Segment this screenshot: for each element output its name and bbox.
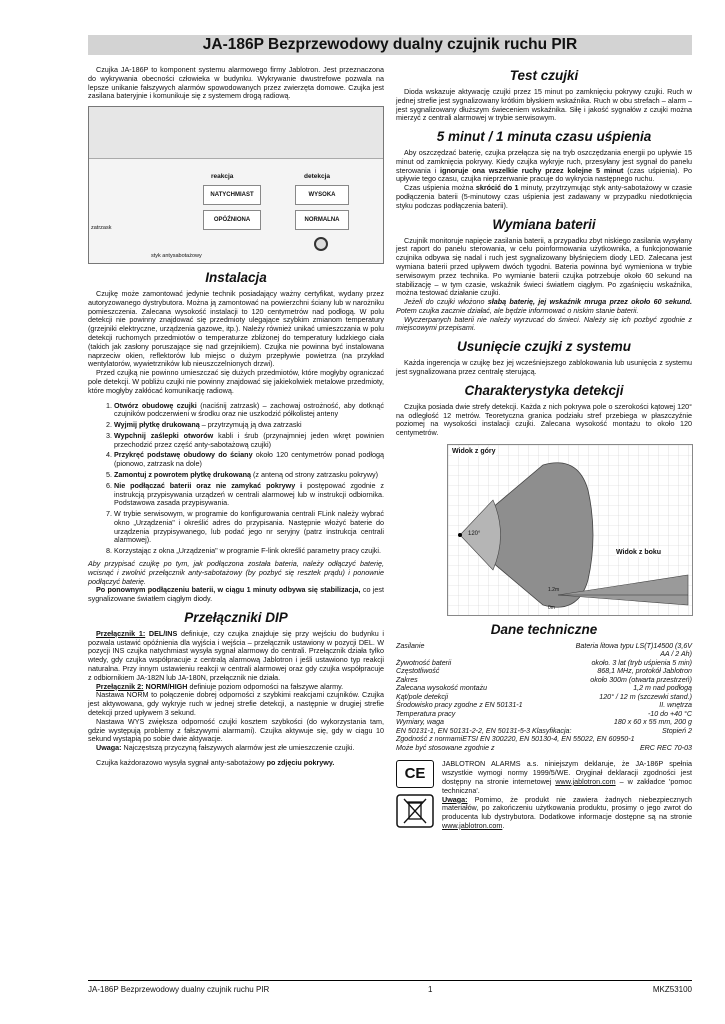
dip-switch-2: Przełącznik 2: NORM/HIGH definiuje poziom odporności na fałszywe alarmy. — [96, 681, 344, 691]
btn-normalna: NORMALNA — [295, 210, 349, 230]
page-title: JA-186P Bezprzewodowy dualny czujnik ruchu PIR — [88, 35, 692, 55]
declaration-icons — [396, 760, 436, 831]
top-view-label: Widok z góry — [452, 447, 496, 455]
install-step-1: 1. Otwórz obudowę czujki (naciśnij zatrzask) – zachowaj ostrożność, aby dotknąć czujników podczerwieni w środku oraz nie uszkodzić półkolistej anteny — [114, 402, 384, 420]
test-paragraph: Dioda wskazuje aktywację czujki przez 15 minut po zamknięciu pokrywy czujki. Ruch w jednej strefie jest sygnalizowany krótkim błyskiem wskaźnika. Ruch w obu strefach – alarm – jest sygnalizowany dłuższym świeceniem wskaźnika. Siłę i jakość sygnałów z czujki można mierzyć z centrali alarmowej w trybie serwisowym. — [396, 87, 692, 123]
ce-mark-icon: CE — [396, 760, 434, 788]
device-top-panel — [89, 107, 384, 159]
heading-remove: Usunięcie czujki z systemu — [456, 339, 632, 355]
battery-p1: Czujnik monitoruje napięcie zasilania baterii, a przypadku zbyt niskiego zasilania wysyłany jest raport do panelu sterowania, w celu poinformowania użytkownika, a funkcjonowanie czujnika odbywa się nadal i ruch jest sygnalizowany błyśnięciem diody LED. Zalecana jest wymiana baterii przed upływem dwóch tygodni. Bateria powinna być wymieniona w trybie serwisowym przez technika. Po wymianie baterii czujka potrzebuje około 60 sekund na stabilizację – w tym czasie, wskaźnik świeci światłem ciągłym. Po zgaśnięciu wskaźnika, można testować działanie czujki. — [396, 235, 692, 298]
battery-p3: Wyczerpanych baterii nie należy wyrzucać do śmieci. Należy się ich pozbyć zgodnie z miejscowymi przepisami. — [396, 314, 692, 333]
remove-paragraph: Każda ingerencja w czujkę bez jej wcześniejszego zablokowania lub usunięcia z systemu jest sygnalizowana przez centralę sterującą. — [396, 358, 692, 376]
instalacja-p2: Przed czujką nie powinno umieszczać się dużych przedmiotów, które mogłyby ograniczać pole detekcji. W pobliżu czujki nie powinny znajdować się jakiekolwiek metalowe przedmioty, które mogłyby zakłócać komunikację radiową. — [88, 368, 384, 395]
table-row: Może być stosowane zgodnie z ERC REC 70-03 — [396, 743, 692, 752]
dip-switch-1: Przełącznik 1: DEL/INS definiuje, czy czujka znajduje się przy wejściu do budynku i pozwala ustawić opóźnienia dla wyjścia i wejścia – przełącznik ustawiony w pozycji DEL. W pozycji INS czujka natychmiast wysyła sygnał alarmowy do centrali. Przełącznik działa tylko wtedy, gdy czujka współpracuje z centralą alarmową Jablotron i jeśli ustawiono typ reakcji naturalna. Przy innym ustawieniu reakcji w centrali alarmowej oraz gdy czujka współpracuje z odbiornikiem JA-182N lub JA-180N, przełącznik nie działa. — [88, 628, 384, 682]
install-step-7: 7. W trybie serwisowym, w programie do konfigurowania centrali FLink należy wybrać okno „Urządzenia" i określić adres do przypisania. Następnie włożyć baterie do urządzenia przypisywanego, lub podać jego nr seryjny (patrz instrukcja centrali alarmowej). — [114, 510, 384, 545]
reaction-header: reakcja — [211, 173, 234, 181]
install-step-4: 4. Przykręć podstawę obudowy do ściany około 120 centymetrów ponad podłogą (pionowo, zatrzask na dole) — [114, 451, 384, 469]
detection-diagram-svg — [448, 445, 693, 616]
table-row: Częstotliwość 868,1 MHz, protokół Jablotron — [396, 667, 692, 676]
table-row: Żywotność baterii około. 3 lat (tryb uśpienia 5 min) — [396, 658, 692, 667]
page-number: 1 — [428, 985, 433, 994]
page-footer — [88, 980, 692, 994]
tamper-label: styk antysabotażowy — [151, 253, 202, 260]
right-column — [396, 66, 692, 831]
intro-paragraph: Czujka JA-186P to komponent systemu alarmowego firmy Jablotron. Jest przeznaczona do wykrywania obecności człowieka w budynku. Wykrywanie dwustrefowe pozwala na lepsze unikanie fałszywych alarmów spowodowanych przez zwierzęta domowe. Czujka jest zasilana bateryjnie i komunikuje się z systemem drogą radiową. — [88, 65, 384, 101]
dip-note: Uwaga: Najczęstszą przyczyną fałszywych alarmów jest złe umieszczenie czujki. — [96, 743, 355, 753]
jablotron-link-2[interactable]: www.jablotron.com — [442, 820, 503, 830]
btn-natychmiast: NATYCHMIAST — [203, 185, 261, 205]
table-row: EN 50131-1, EN 50131-2-2, EN 50131-5-3 Klasyfikacja: Stopień 2 — [396, 726, 692, 735]
screw-hole — [314, 237, 328, 251]
declaration-block — [396, 760, 692, 831]
table-row: Środowisko pracy zgodne z EN 50131-1 II. wnętrza — [396, 701, 692, 710]
table-row: Zalecana wysokość montażu 1,2 m nad podłogą — [396, 684, 692, 693]
side-height-label: 1.2m — [548, 586, 560, 593]
table-row: Zakres około 300m (otwarta przestrzeń) — [396, 675, 692, 684]
table-row: Zgodność z normamiETSI EN 300220, EN 50130-4, EN 55022, EN 60950-1 — [396, 735, 635, 744]
device-illustration — [88, 106, 384, 264]
sensor-point — [458, 533, 462, 537]
table-row: Kąt/pole detekcji 120° / 12 m (szczewki stand.) — [396, 692, 692, 701]
heading-sleep: 5 minut / 1 minuta czasu uśpienia — [436, 129, 652, 145]
sleep-p2: Czas uśpienia można skrócić do 1 minuty, przytrzymując styk anty-sabotażowy w czasie podłączenia baterii (5-minutowy czas uśpienia jest zadawany w przypadku niedotknięcia styku podczas podłączenia baterii). — [396, 183, 693, 210]
heading-detection: Charakterystyka detekcji — [464, 382, 624, 398]
battery-p2: Jeżeli do czujki włożono słabą baterię, jej wskaźnik mruga przez około 60 sekund. Potem czujka zacznie działać, ale będzie informować o niskim stanie baterii. — [396, 297, 693, 315]
install-step-8: 8. Korzystając z okna „Urządzenia" w programie F-link określić parametry pracy czujki. — [114, 547, 384, 556]
dip-norm: Nastawa NORM to połączenie dobrej odporności z szybkimi reakcjami czujników. Czujka jest aktywowana, gdy wykryje ruch w jednej strefie detekcji, a następnie w drugiej strefie detekcji przed upływem 3 sekund. — [88, 690, 384, 717]
install-steps — [98, 402, 384, 557]
jablotron-link[interactable]: www.jablotron.com — [555, 776, 616, 786]
declaration-p2: Uwaga: Pomimo, że produkt nie zawiera żadnych niebezpiecznych materiałów, po zakończeniu użytkowania produktu, prosimy o jego zwrot do producenta lub dystrybutora. Dodatkowe informacje dostępne są na stronie www.jablotron.com. — [442, 794, 692, 830]
tamper-note: Czujka każdorazowo wysyła sygnał anty-sabotażowy po zdjęciu pokrywy. — [96, 757, 335, 767]
heading-tech: Dane techniczne — [490, 621, 598, 637]
latch-label: zatrzask — [91, 225, 112, 232]
detection-paragraph: Czujka posiada dwie strefy detekcji. Każda z nich pokrywa pole o szerokości kątowej 120° na odległość 12 metrów. Teoretyczna granica podziału stref przebiega w płaszczyźnie poziomej na wysokości instalacji czujki. Zalecana wysokość montażu to około 120 centymetrów. — [396, 401, 692, 438]
table-row: Temperatura pracy -10 do +40 °C — [396, 709, 692, 718]
heading-instalacja: Instalacja — [205, 270, 267, 286]
heading-dip: Przełączniki DIP — [184, 609, 288, 625]
angle-label: 120° — [468, 530, 481, 537]
instalacja-p1: Czujkę może zamontować jedynie technik posiadający ważny certyfikat, wydany przez autoryzowanego dystrybutora. Można ją zamontować na powierzchni ściany lub w narożniku pomieszczenia. Zalecana wysokość instalacji to 120 centymetrów nad podłogą. W polu detekcji nie powinny znajdować się przedmioty ulegające szybkim zmianom temperatury (grzejniki elektryczne, urządzenia gazowe, itp.). Należy również unikać umieszczania w polu detekcji ruchomych przedmiotów o temperaturze zbliżonej do temperatury ludzkiego ciała (takich jak zasłony poruszające się nad grzejnikiem). Czujka nie powinna być instalowana naprzeciw okien, reflektorów lub miejsc o dużym przepływie powietrza (na przykład wentylatorów, wywietrzników lub nieuszczelnionych drzwi). — [88, 289, 384, 369]
detection-header: detekcja — [304, 173, 331, 181]
install-step-3: 3. Wypchnij zaślepki otworów kabli i śrub (przynajmniej jeden wkręt powinien przechodzić przez część anty-sabotażową czujki) — [114, 432, 384, 450]
heading-battery: Wymiana baterii — [492, 216, 596, 232]
install-step-2: 2. Wyjmij płytkę drukowaną – przytrzymują ją dwa zatrzaski — [114, 421, 384, 430]
sleep-p1: Aby oszczędzać baterię, czujka przełącza się na tryb oszczędzania energii po upływie 15 minut od zamknięcia pokrywy. Kiedy czujka wykryje ruch, przesyłany jest sygnał do panelu sterowania i ignoruje ona wszelkie ruchy przez kolejne 5 minut (czas uśpienia). Po upływie tego czasu, czujka nieprzerwanie pracuje do wykrycia następnego ruchu. — [396, 148, 693, 184]
detection-diagram — [447, 444, 693, 616]
tech-table — [396, 642, 692, 753]
side-floor-label: 0m — [548, 604, 555, 611]
declaration-p1: JABLOTRON ALARMS a.s. niniejszym deklaruje, że JA-186P spełnia wszystkie wymogi normy 1999/5/WE. Oryginał deklaracji zgodności jest dostępny na stronie internetowej www.jablotron.com – w zakładce 'pomoc techniczna'. — [442, 759, 692, 795]
heading-test: Test czujki — [509, 68, 579, 83]
crossed-bin-icon — [396, 794, 434, 828]
table-row: Wymiary, waga 180 x 60 x 55 mm, 200 g — [396, 718, 692, 727]
dip-high: Nastawa WYS zwiększa odporność czujki kosztem szybkości (do wykorzystania tam, gdzie występują problemy z fałszywymi alarmami). Czujka aktywuje się, gdy w ciągu 10 sekund wystąpią po sobie dwie aktywacje. — [88, 716, 384, 744]
left-column — [88, 66, 384, 768]
footer-code: MKZ53100 — [652, 985, 692, 994]
install-step-5: 5. Zamontuj z powrotem płytkę drukowaną (z anteną od strony zatrzasku pokrywy) — [114, 471, 384, 480]
install-note: Aby przypisać czujkę po tym, jak podłączona została bateria, należy odłączyć baterię, wcisnąć i zwolnić przełącznik anty-sabotażowy (by pozbyć się resztek prądu) i ponownie podłączyć baterię. — [88, 559, 384, 586]
install-step-6: 6. Nie podłączać baterii oraz nie zamykać pokrywy i postępować zgodnie z instrukcją przypisywania urządzeń w centrali alarmowej lub w instrukcji odbiornika. Podstawowa zasada przypisywania. — [114, 482, 384, 508]
table-row: Zasilanie Bateria litowa typu LS(T)14500 (3,6V AA / 2 Ah) — [396, 641, 692, 659]
declaration-text — [442, 760, 692, 831]
footer-title: JA-186P Bezprzewodowy dualny czujnik ruchu PIR — [88, 985, 270, 994]
btn-wysoka: WYSOKA — [295, 185, 349, 205]
btn-opozniona: OPÓŹNIONA — [203, 210, 261, 230]
side-view-label: Widok z boku — [616, 548, 662, 556]
install-note-2: Po ponownym podłączeniu baterii, w ciągu 1 minuty odbywa się stabilizacja, co jest sygnalizowane światłem ciągłym diody. — [88, 585, 384, 604]
